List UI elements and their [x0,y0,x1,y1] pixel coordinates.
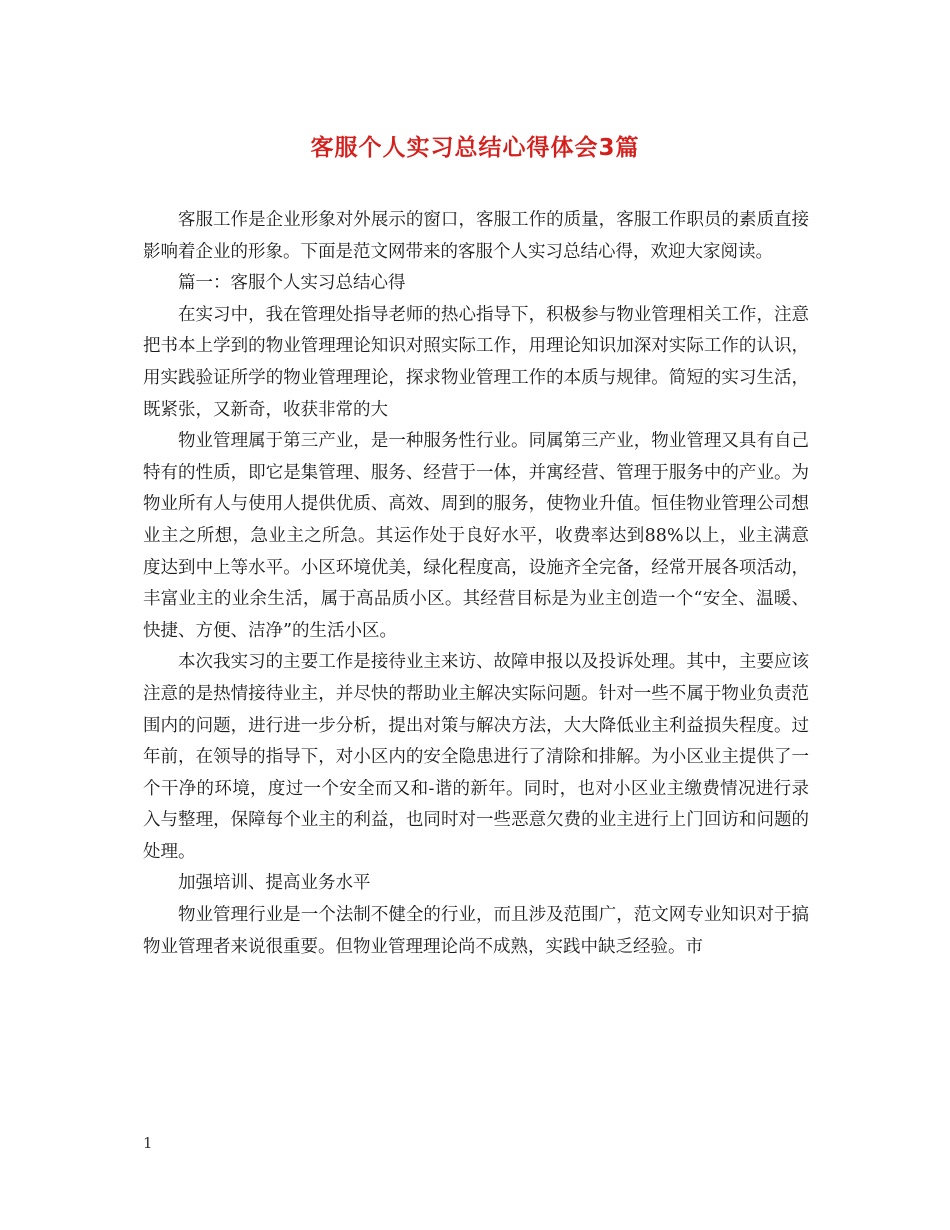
document-body [143,205,809,963]
intro-paragraph: 客服工作是企业形象对外展示的窗口，客服工作的质量，客服工作职员的素质直接影响着企业的形象。下面是范文网带来的客服个人实习总结心得，欢迎大家阅读。 [143,210,809,262]
body-paragraph: 在实习中，我在管理处指导老师的热心指导下，积极参与物业管理相关工作，注意把书本上学到的物业管理理论知识对照实际工作，用理论知识加深对实际工作的认识，用实践验证所学的物业管理理论，探求物业管理工作的本质与规律。简短的实习生活，既紧张，又新奇，收获非常的大 [143,304,809,420]
section-heading: 篇一：客服个人实习总结心得 [178,273,406,294]
body-paragraph: 物业管理行业是一个法制不健全的行业，而且涉及范围广，范文网专业知识对于搞物业管理者来说很重要。但物业管理理论尚不成熟，实践中缺乏经验。市 [143,905,809,957]
body-paragraph: 物业管理属于第三产业，是一种服务性行业。同属第三产业，物业管理又具有自己特有的性质，即它是集管理、服务、经营于一体，并寓经营、管理于服务中的产业。为物业所有人与使用人提供优质、高效、周到的服务，使物业升值。恒佳物业管理公司想业主之所想，急业主之所急。其运作处于良好水平，收费率达到88%以上，业主满意度达到中上等水平。小区环境优美，绿化程度高，设施齐全完备，经常开展各项活动，丰富业主的业余生活，属于高品质小区。其经营目标是为业主创造一个“安全、温暖、快捷、方便、洁净”的生活小区。 [143,431,809,641]
document-title: 客服个人实习总结心得体会3篇 [310,135,640,161]
body-paragraph: 本次我实习的主要工作是接待业主来访、故障申报以及投诉处理。其中，主要应该注意的是热情接待业主，并尽快的帮助业主解决实际问题。针对一些不属于物业负责范围内的问题，进行进一步分析，提出对策与解决方法，大大降低业主利益损失程度。过年前，在领导的指导下，对小区内的安全隐患进行了清除和排解。为小区业主提供了一个干净的环境，度过一个安全而又和-谐的新年。同时，也对小区业主缴费情况进行录入与整理，保障每个业主的利益，也同时对一些恶意欠费的业主进行上门回访和问题的处理。 [143,652,809,862]
subsection-heading: 加强培训、提高业务水平 [178,873,371,894]
page-number: 1 [143,1134,153,1152]
